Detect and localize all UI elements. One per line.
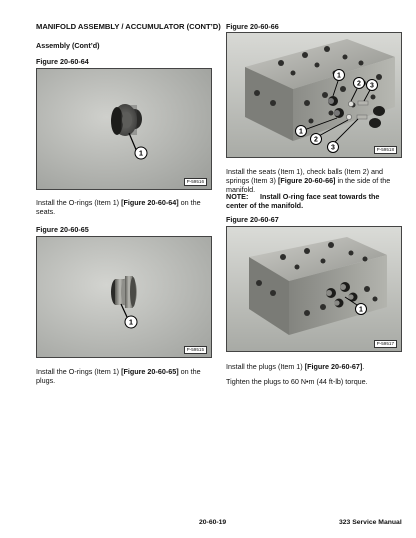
svg-text:3: 3	[331, 144, 335, 152]
callout-1	[296, 126, 307, 137]
svg-text:1: 1	[359, 306, 363, 314]
manual-title: 323 Service Manual	[339, 519, 402, 526]
figure-caption: Figure 20-60-66	[226, 22, 279, 31]
figure-photo	[36, 68, 212, 190]
instruction-text: Install the O-rings (Item 1) [Figure 20-60-65] on the plugs.	[36, 367, 201, 386]
figure-caption: Figure 20-60-65	[36, 225, 89, 234]
figure-reference: [Figure 20-60-66]	[277, 176, 336, 186]
svg-text:2: 2	[357, 80, 361, 88]
figure-reference: [Figure 20-60-65]	[121, 367, 179, 376]
svg-text:1: 1	[138, 148, 144, 158]
section-title: MANIFOLD ASSEMBLY / ACCUMULATOR (CONT’D)	[36, 22, 221, 31]
svg-text:1: 1	[337, 72, 341, 80]
svg-text:3: 3	[370, 82, 374, 90]
callout-1	[125, 316, 137, 328]
callout-2	[354, 78, 365, 89]
figure-photo	[226, 226, 402, 352]
figure-reference: [Figure 20-60-64]	[121, 198, 179, 207]
svg-text:2: 2	[314, 136, 318, 144]
note	[226, 192, 400, 210]
instruction-text: Install the O-rings (Item 1) [Figure 20-60-64] on the seats.	[36, 198, 201, 217]
plug-photo	[37, 237, 211, 357]
callout-1	[334, 70, 345, 81]
note-text: Install O-ring face seat towards the center of the manifold.	[226, 192, 380, 211]
figure-reference: [Figure 20-60-67]	[304, 362, 363, 371]
manifold-side-photo	[227, 33, 401, 157]
note-label: NOTE:	[226, 192, 249, 201]
figure-photo	[226, 32, 402, 158]
subsection-title: Assembly (Cont’d)	[36, 41, 100, 50]
callout-3	[367, 80, 378, 91]
torque-instruction: Tighten the plugs to 60 N•m (44 ft-lb) torque.	[226, 377, 368, 386]
photo-id: P-59517	[374, 340, 397, 348]
callout-3	[328, 142, 339, 153]
instruction-text: Install the seats (Item 1), check balls (Item 2) and springs (Item 3) [Figure 20-60-66] in the side of the manifold.	[226, 167, 391, 195]
manifold-plugs-photo	[227, 227, 401, 351]
photo-id: P-59515	[184, 346, 207, 354]
figure-caption: Figure 20-60-67	[226, 215, 279, 224]
svg-text:1: 1	[128, 317, 134, 327]
svg-text:1: 1	[299, 128, 303, 136]
instruction-text: Install the plugs (Item 1) [Figure 20-60-67].	[226, 362, 365, 371]
page-number: 20-60-19	[199, 519, 227, 526]
callout-2	[311, 134, 322, 145]
seat-photo	[37, 69, 211, 189]
callout-1	[135, 147, 147, 159]
figure-caption: Figure 20-60-64	[36, 57, 89, 66]
callout-1	[356, 304, 367, 315]
photo-id: P-59516	[184, 178, 207, 186]
photo-id: P-59518	[374, 146, 397, 154]
figure-photo	[36, 236, 212, 358]
